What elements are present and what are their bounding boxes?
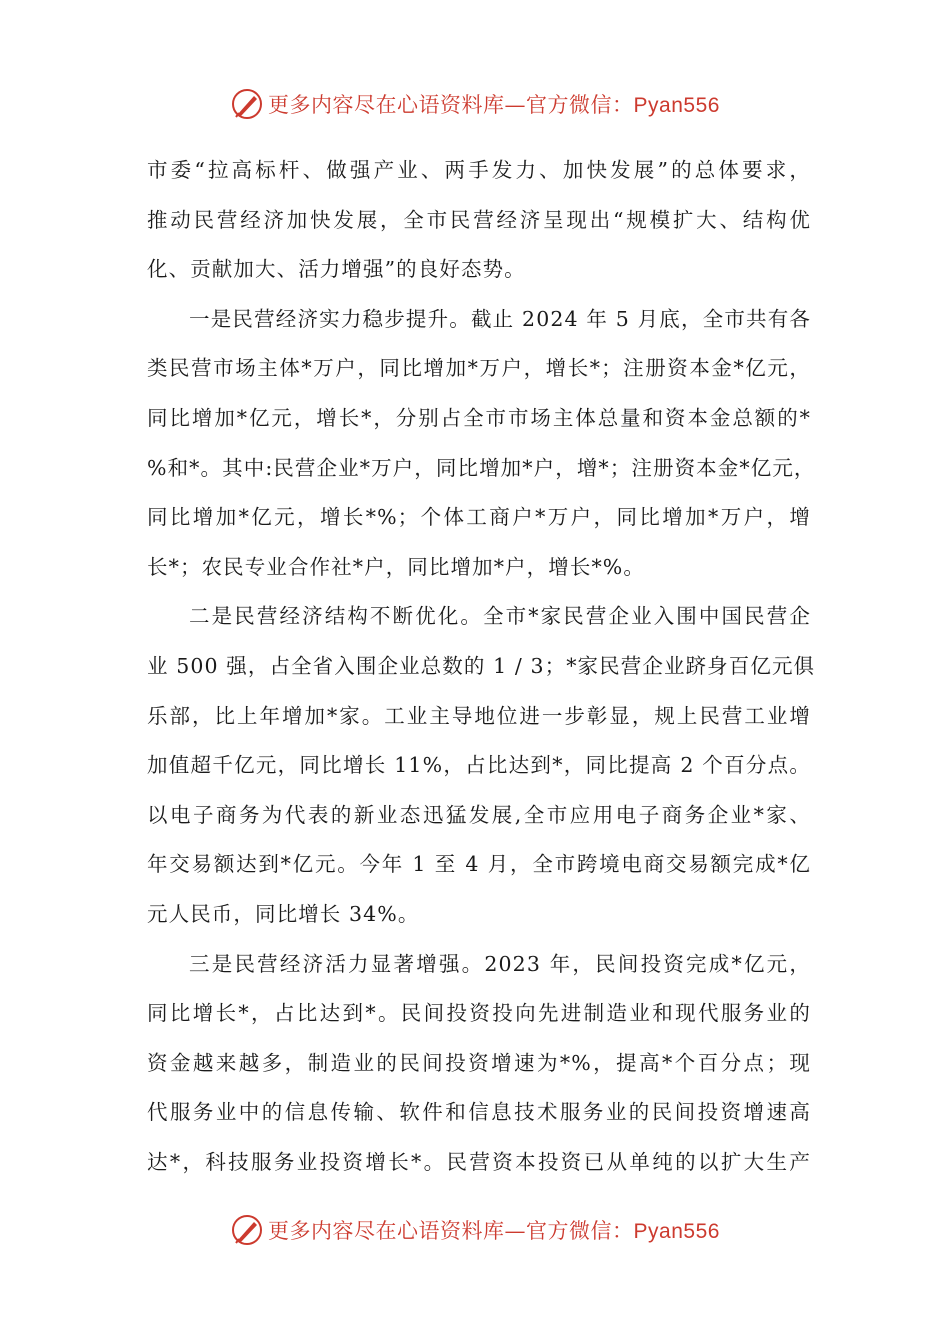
- text-line: 类民营市场主体*万户，同比增加*万户，增长*；注册资本金*亿元，: [147, 356, 811, 381]
- header-banner: [0, 84, 950, 124]
- paragraph: [147, 146, 811, 295]
- text-line: 三是民营经济活力显著增强。2023 年，民间投资完成*亿元，: [189, 951, 811, 976]
- banner-contact: Pyan556: [633, 94, 720, 117]
- banner-text: 更多内容尽在心语资料库—官方微信：Pyan556: [268, 1219, 720, 1243]
- text-line: 化、贡献加大、活力增强”的良好态势。: [147, 257, 526, 282]
- paragraph: [147, 592, 816, 939]
- document-body: [147, 146, 816, 1187]
- text-line: %和*。其中:民营企业*万户，同比增加*户，增*；注册资本金*亿元，: [147, 455, 816, 480]
- text-line: 代服务业中的信息传输、软件和信息技术服务业的民间投资增速高: [147, 1100, 811, 1125]
- paragraph: [147, 940, 811, 1188]
- text-line: 一是民营经济实力稳步提升。截止 2024 年 5 月底，全市共有各: [189, 306, 811, 331]
- text-line: 以电子商务为代表的新业态迅猛发展,全市应用电子商务企业*家、: [147, 802, 811, 827]
- text-line: 同比增加*亿元，增长*，分别占全市市场主体总量和资本金总额的*: [147, 405, 811, 430]
- text-line: 元人民币，同比增长 34%。: [147, 901, 420, 926]
- banner-contact: Pyan556: [633, 1220, 720, 1243]
- text-line: 年交易额达到*亿元。今年 1 至 4 月，全市跨境电商交易额完成*亿: [147, 852, 811, 877]
- text-line: 推动民营经济加快发展，全市民营经济呈现出“规模扩大、结构优: [147, 207, 811, 232]
- text-line: 达*，科技服务业投资增长*。民营资本投资已从单纯的以扩大生产: [147, 1149, 811, 1174]
- banner-text: 更多内容尽在心语资料库—官方微信：Pyan556: [268, 93, 720, 117]
- text-line: 乐部，比上年增加*家。工业主导地位进一步彰显，规上民营工业增: [147, 703, 811, 728]
- paragraph: [147, 295, 816, 593]
- text-line: 市委“拉高标杆、做强产业、两手发力、加快发展”的总体要求，: [147, 158, 811, 182]
- footer-banner: [0, 1210, 950, 1250]
- quill-pen-logo-icon: [230, 1213, 264, 1247]
- text-line: 加值超千亿元，同比增长 11%，占比达到*，同比提高 2 个百分点。: [147, 753, 811, 778]
- text-line: 业 500 强，占全省入围企业总数的 1 / 3；*家民营企业跻身百亿元俱: [147, 653, 816, 678]
- quill-pen-logo-icon: [230, 87, 264, 121]
- text-line: 二是民营经济结构不断优化。全市*家民营企业入围中国民营企: [189, 604, 811, 629]
- text-line: 长*；农民专业合作社*户，同比增加*户，增长*%。: [147, 554, 645, 579]
- text-line: 同比增加*亿元，增长*%；个体工商户*万户，同比增加*万户，增: [147, 505, 811, 530]
- text-line: 资金越来越多，制造业的民间投资增速为*%，提高*个百分点；现: [147, 1050, 811, 1075]
- text-line: 同比增长*，占比达到*。民间投资投向先进制造业和现代服务业的: [147, 1001, 811, 1026]
